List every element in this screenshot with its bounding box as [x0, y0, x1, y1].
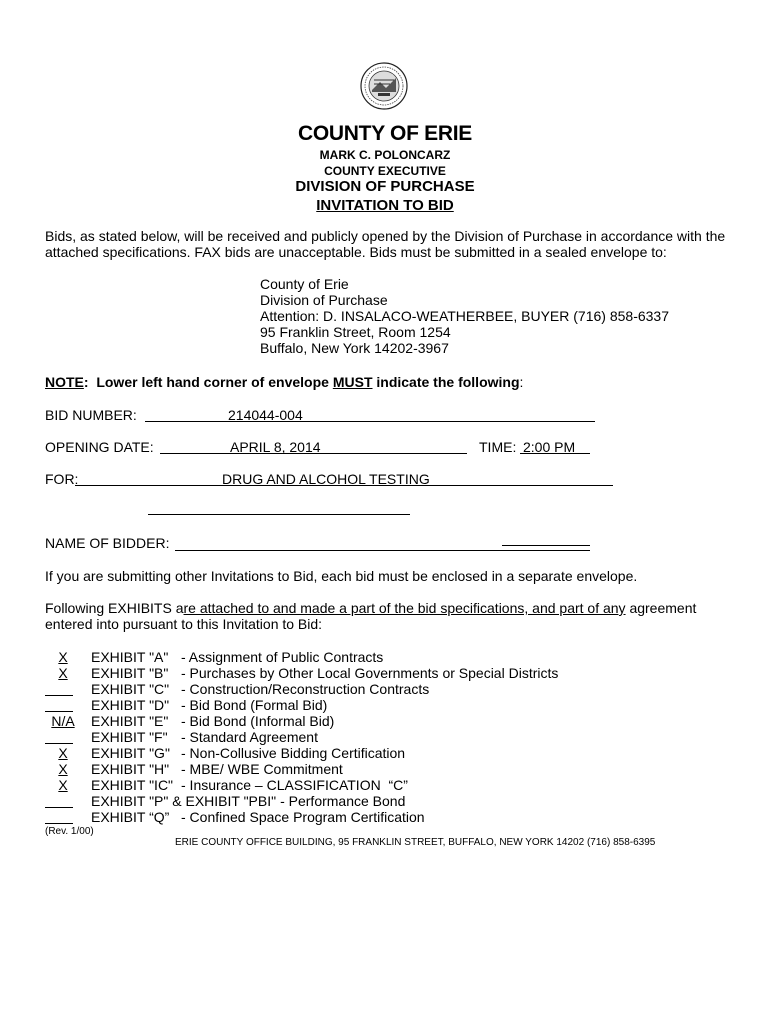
- opening-date-label: OPENING DATE:: [45, 439, 154, 455]
- address-line-2: Division of Purchase: [260, 292, 388, 308]
- exhibit-desc: - Construction/Reconstruction Contracts: [181, 681, 430, 697]
- exhibit-mark: X: [58, 665, 68, 681]
- note-must: MUST: [332, 374, 373, 390]
- time-label: TIME:: [479, 439, 517, 455]
- bid-number-value: 214044-004: [228, 407, 303, 423]
- exhibit-mark: [45, 697, 73, 712]
- for-label: FOR:: [45, 471, 79, 487]
- exhibit-row: [45, 745, 725, 761]
- bidder-line-short: [502, 545, 590, 546]
- exhibit-row: [45, 809, 725, 825]
- for-value: DRUG AND ALCOHOL TESTING: [222, 471, 430, 487]
- note-label: NOTE: [45, 374, 84, 390]
- exhibit-desc: - Bid Bond (Informal Bid): [181, 713, 335, 729]
- exhibit-desc: - Assignment of Public Contracts: [181, 649, 384, 665]
- exhibit-name: EXHIBIT "E": [91, 713, 169, 729]
- note-colon: :: [519, 374, 524, 390]
- executive-name: MARK C. POLONCARZ: [319, 148, 451, 162]
- exhibit-row: [45, 777, 725, 793]
- exhibit-desc: - Standard Agreement: [181, 729, 318, 745]
- exhibit-row: [45, 793, 725, 809]
- exhibit-name: EXHIBIT "F": [91, 729, 168, 745]
- exhibit-row: [45, 713, 725, 729]
- exhibit-desc: - Bid Bond (Formal Bid): [181, 697, 328, 713]
- exhibit-mark: N/A: [51, 713, 75, 729]
- exhibits-intro-b: re attached to and made a part of the bid specifications, and part of any: [183, 600, 626, 616]
- time-value: 2:00 PM: [523, 439, 576, 455]
- bid-number-label: BID NUMBER:: [45, 407, 137, 423]
- bidder-line: [175, 550, 590, 551]
- exhibit-name: EXHIBIT "P" & EXHIBIT "PBI": [91, 793, 277, 809]
- exhibit-name: EXHIBIT "C": [91, 681, 170, 697]
- exhibit-mark: X: [58, 745, 68, 761]
- exhibit-row: [45, 665, 725, 681]
- footer-address: ERIE COUNTY OFFICE BUILDING, 95 FRANKLIN STREET, BUFFALO, NEW YORK 14202 (716) 858-6395: [175, 837, 656, 848]
- exhibit-desc: - Performance Bond: [280, 793, 406, 809]
- exhibit-name: EXHIBIT "B": [91, 665, 169, 681]
- exhibit-desc: - MBE/ WBE Commitment: [181, 761, 343, 777]
- exhibits-intro-c: agreement: [625, 600, 697, 616]
- note-text-a: : Lower left hand corner of envelope: [83, 374, 333, 390]
- exhibits-intro-a: Following EXHIBITS a: [45, 600, 184, 616]
- exhibit-mark: [45, 809, 73, 824]
- exhibits-list: [45, 649, 725, 825]
- exhibit-name: EXHIBIT "D": [91, 697, 170, 713]
- exhibit-row: [45, 729, 725, 745]
- executive-title: COUNTY EXECUTIVE: [324, 164, 446, 178]
- exhibit-mark: [45, 729, 73, 744]
- exhibit-name: EXHIBIT "H": [91, 761, 170, 777]
- exhibit-name: EXHIBIT "G": [91, 745, 170, 761]
- exhibit-row: [45, 649, 725, 665]
- exhibit-desc: - Purchases by Other Local Governments or Special Districts: [181, 665, 559, 681]
- exhibits-intro-line-2: entered into pursuant to this Invitation to Bid:: [45, 616, 323, 632]
- opening-date-value: APRIL 8, 2014: [230, 439, 321, 455]
- separate-envelope-note: If you are submitting other Invitations to Bid, each bid must be enclosed in a separate envelope.: [45, 568, 638, 584]
- exhibit-row: [45, 681, 725, 697]
- intro-paragraph: [45, 228, 745, 260]
- intro-line-1: Bids, as stated below, will be received and publicly opened by the Division of Purchase in accordance with the: [45, 228, 726, 244]
- exhibit-row: [45, 697, 725, 713]
- exhibit-mark: X: [58, 761, 68, 777]
- exhibit-name: EXHIBIT "IC": [91, 777, 174, 793]
- exhibit-mark: [45, 793, 73, 808]
- exhibit-desc: - Insurance – CLASSIFICATION “C”: [181, 777, 408, 793]
- division-title: DIVISION OF PURCHASE: [295, 178, 475, 195]
- intro-line-2: attached specifications. FAX bids are unacceptable. Bids must be submitted in a sealed envelope to:: [45, 244, 667, 260]
- document-title: INVITATION TO BID: [316, 197, 454, 214]
- address-block: [260, 276, 669, 356]
- exhibit-name: EXHIBIT “Q”: [91, 809, 170, 825]
- note-text-b: indicate the following: [372, 374, 520, 390]
- revision-note: (Rev. 1/00): [45, 826, 94, 837]
- address-line-4: 95 Franklin Street, Room 1254: [260, 324, 451, 340]
- exhibit-row: [45, 761, 725, 777]
- exhibit-name: EXHIBIT "A": [91, 649, 169, 665]
- exhibit-mark: X: [58, 777, 68, 793]
- for-line-2: [148, 514, 410, 515]
- exhibit-desc: - Confined Space Program Certification: [181, 809, 425, 825]
- bid-number-line: [145, 421, 595, 422]
- exhibits-intro: [45, 600, 745, 632]
- address-line-1: County of Erie: [260, 276, 349, 292]
- envelope-note: [45, 374, 523, 390]
- exhibit-desc: - Non-Collusive Bidding Certification: [181, 745, 406, 761]
- exhibit-mark: X: [58, 649, 68, 665]
- bidder-label: NAME OF BIDDER:: [45, 535, 170, 551]
- county-seal: [360, 62, 408, 110]
- address-line-3: Attention: D. INSALACO-WEATHERBEE, BUYER (716) 858-6337: [260, 308, 670, 324]
- address-line-5: Buffalo, New York 14202-3967: [260, 340, 449, 356]
- exhibit-mark: [45, 681, 73, 696]
- county-title: COUNTY OF ERIE: [298, 122, 472, 145]
